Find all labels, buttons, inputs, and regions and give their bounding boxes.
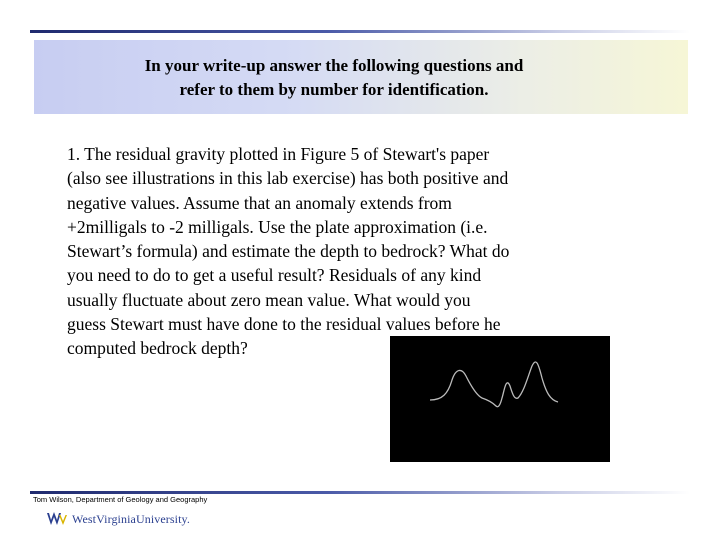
residual-gravity-figure <box>390 336 610 462</box>
question-line: Stewart’s formula) and estimate the depth to bedrock? What do <box>67 241 510 262</box>
question-line: usually fluctuate about zero mean value. What would you <box>67 289 471 310</box>
question-line: (also see illustrations in this lab exercise) has both positive and <box>67 168 509 189</box>
wv-flying-wv-logo-icon <box>46 511 68 527</box>
wvu-logo <box>46 508 190 530</box>
question-line: 1. The residual gravity plotted in Figure 5 of Stewart's paper <box>67 144 490 164</box>
top-divider <box>30 30 690 33</box>
instructions-banner <box>34 40 688 114</box>
question-line: negative values. Assume that an anomaly extends from <box>67 192 452 213</box>
question-line: guess Stewart must have done to the residual values before he <box>67 314 501 335</box>
bottom-divider <box>30 491 690 494</box>
question-line: +2milligals to -2 milligals. Use the plate approximation (i.e. <box>67 216 488 237</box>
wvu-logo-text: WestVirginiaUniversity. <box>72 511 190 526</box>
instructions-line-1: In your write-up answer the following questions and <box>144 56 524 75</box>
instructions-line-2: refer to them by number for identification. <box>179 80 489 99</box>
footer-credit: Tom Wilson, Department of Geology and Geography <box>33 495 208 504</box>
question-1 <box>67 142 587 361</box>
residual-gravity-curve-icon <box>390 336 610 462</box>
question-line: you need to do to get a useful result? Residuals of any kind <box>67 265 482 286</box>
question-line: computed bedrock depth? <box>67 338 248 359</box>
instructions-heading <box>34 54 634 102</box>
